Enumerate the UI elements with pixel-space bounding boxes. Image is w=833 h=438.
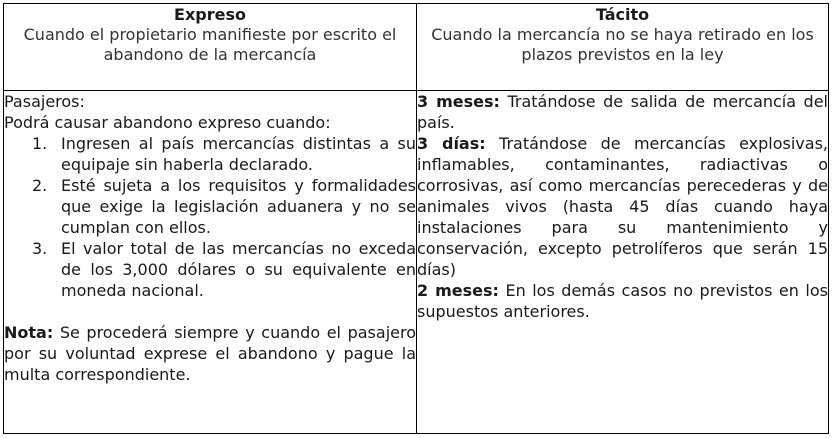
- expreso-note: [4, 322, 416, 385]
- list-item: [4, 238, 416, 301]
- abandonment-table: [3, 3, 829, 434]
- list-item-text: Ingresen al país mercancías distintas a su equipaje sin haberla declarado.: [61, 134, 416, 174]
- tacito-entry-label: 2 meses:: [417, 281, 499, 300]
- header-row: [4, 4, 829, 91]
- header-tacito-title: Tácito: [595, 5, 650, 24]
- note-label: Nota:: [4, 323, 54, 342]
- list-item: [4, 175, 416, 238]
- list-item: [4, 133, 416, 175]
- body-row: [4, 91, 829, 434]
- tacito-body-cell: [417, 91, 829, 434]
- list-item-number: 1.: [32, 134, 48, 153]
- expreso-cases-list: [4, 133, 416, 301]
- header-tacito-description: Cuando la mercancía no se haya retirado en los plazos previstos en la ley: [431, 25, 814, 64]
- tacito-entry-text: Tratándose de salida de mercancía del país.: [417, 92, 829, 132]
- list-item-number: 3.: [32, 239, 48, 258]
- list-item-number: 2.: [32, 176, 48, 195]
- tacito-entry-text: Tratándose de mercancías explosivas, inflamables, contaminantes, radiactivas o corrosivas, así como mercancías perecederas y de animales vivos (hasta 45 días cuando haya instalaciones para su mantenimiento y conservación, excepto petrolíferos que serán 15 días): [417, 134, 829, 279]
- tacito-entry-label: 3 meses:: [417, 92, 500, 111]
- passengers-heading: Pasajeros:: [4, 92, 85, 111]
- tacito-entry-text: En los demás casos no previstos en los supuestos anteriores.: [417, 281, 828, 321]
- header-expreso-description: Cuando el propietario manifieste por escrito el abandono de la mercancía: [23, 25, 397, 64]
- header-expreso-cell: [4, 4, 417, 91]
- list-item-text: Esté sujeta a los requisitos y formalidades que exige la legislación aduanera y no se cumplan con ellos.: [61, 176, 416, 237]
- tacito-entry: [417, 280, 828, 322]
- tacito-entry: [417, 91, 828, 133]
- list-item-text: El valor total de las mercancías no exceda de los 3,000 dólares o su equivalente en moneda nacional.: [61, 239, 416, 300]
- header-tacito-cell: [417, 4, 829, 91]
- expreso-intro: Podrá causar abandono expreso cuando:: [4, 113, 331, 132]
- expreso-body-cell: [4, 91, 417, 434]
- note-text: Se procederá siempre y cuando el pasajero por su voluntad exprese el abandono y pague la multa correspondiente.: [4, 323, 416, 384]
- tacito-entry-label: 3 días:: [417, 134, 486, 153]
- tacito-entry: [417, 133, 828, 280]
- header-expreso-title: Expreso: [174, 5, 246, 24]
